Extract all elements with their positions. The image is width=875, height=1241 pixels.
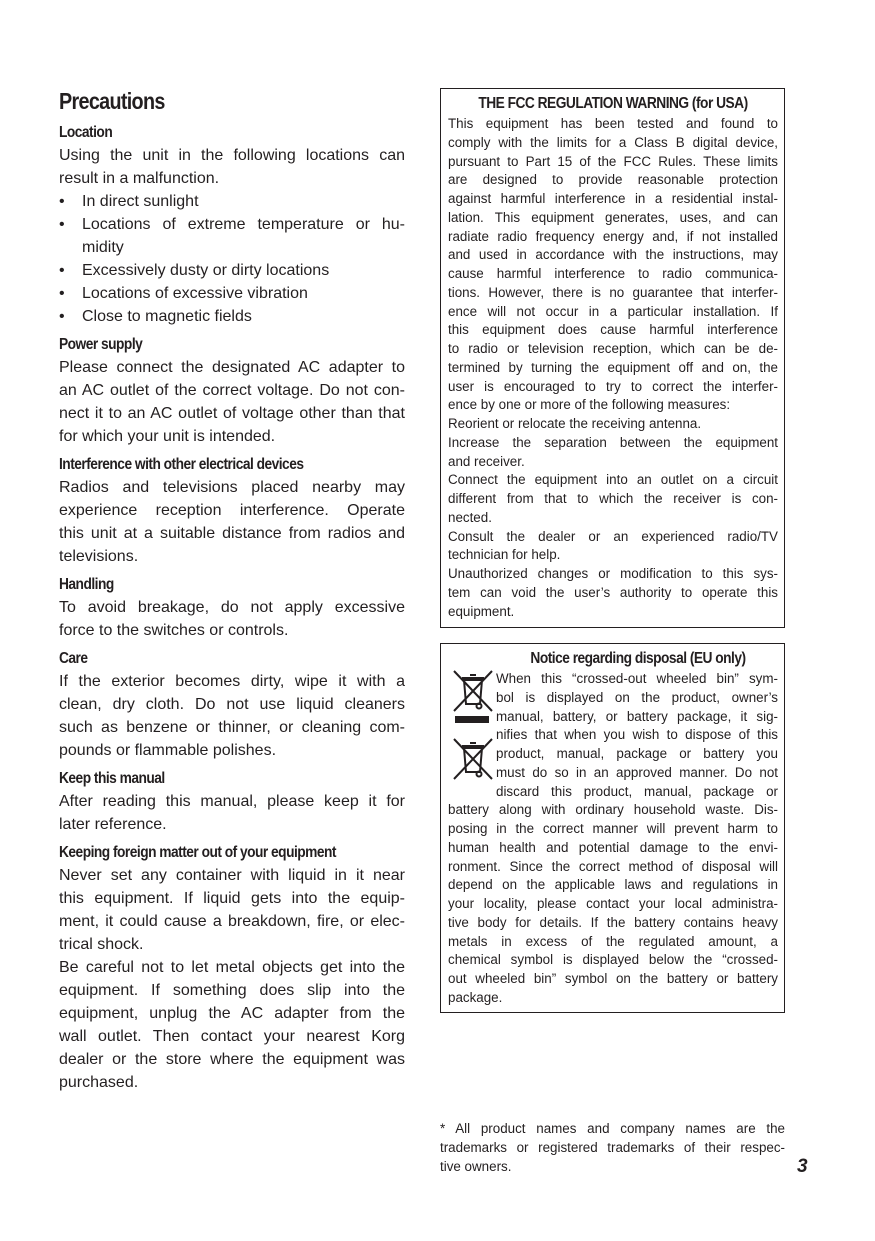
eu-title: Notice regarding disposal (EU only)	[530, 650, 746, 667]
paragraph	[448, 565, 778, 621]
text-line: user is encouraged to try to correct the interfer-	[448, 378, 778, 394]
section-heading: Location	[59, 124, 113, 141]
paragraph	[59, 670, 405, 762]
text-line: package.	[448, 989, 503, 1005]
paragraph	[59, 476, 405, 568]
paragraph	[59, 356, 405, 448]
text-line: for which your unit is intended.	[59, 428, 276, 445]
bullet-item	[59, 305, 405, 328]
text-line: * All product names and company names are the	[440, 1121, 785, 1136]
text-line: metals in excess of the regulated amount, a	[448, 933, 778, 949]
text-line: against harmful interference in a residential instal-	[448, 191, 778, 206]
text-line: Never set any container with liquid in it near	[59, 867, 405, 884]
fcc-warning-box	[440, 88, 785, 628]
text-line: cause harmful interference to radio communica-	[448, 266, 778, 281]
section-interference-with-other-electrical-devices	[59, 453, 405, 568]
section-heading: Handling	[59, 576, 114, 593]
paragraph	[59, 864, 405, 956]
bullet-icon: •	[59, 285, 65, 302]
section-heading: Care	[59, 650, 88, 667]
text-line: an AC outlet of the correct voltage. Do not con-	[59, 382, 405, 399]
black-bar-mark	[455, 716, 489, 723]
text-line: To avoid breakage, do not apply excessive	[59, 599, 405, 616]
text-line: pounds or flammable polishes.	[59, 742, 277, 759]
text-line: purchased.	[59, 1074, 139, 1091]
paragraph	[448, 115, 778, 415]
text-line: equipment, unplug the AC adapter from the	[59, 1005, 405, 1022]
text-line: result in a malfunction.	[59, 170, 220, 187]
text-line: this equipment does cause harmful interference	[448, 322, 778, 338]
paragraph	[59, 790, 405, 836]
text-line: chemical symbol is displayed below the “crossed-	[448, 952, 778, 968]
crossed-out-wheeled-bin-icon	[451, 668, 495, 718]
text-line: ence by one or more of the following measures:	[448, 397, 731, 413]
text-line: bol is displayed on the product, owner’s	[496, 689, 778, 705]
text-line: technician for help.	[448, 547, 561, 563]
text-line: Excessively dusty or dirty locations	[82, 262, 330, 279]
text-line: Locations of excessive vibration	[82, 285, 308, 302]
section-heading: Keep this manual	[59, 770, 165, 787]
bullet-item	[59, 282, 405, 305]
text-line: and used in accordance with the instructions, may	[448, 247, 778, 263]
text-line: human health and potential damage to the envi-	[448, 839, 778, 855]
precautions-column	[59, 86, 405, 1094]
text-line: discard this product, manual, package or	[496, 783, 778, 799]
text-line: Radios and televisions placed nearby may	[59, 479, 405, 496]
text-line: this unit at a suitable distance from radios and	[59, 525, 405, 542]
bullet-icon: •	[59, 262, 65, 279]
page-title: Precautions	[59, 88, 165, 114]
section-power-supply	[59, 333, 405, 448]
bullet-icon: •	[59, 216, 65, 233]
text-line: manual, battery, or battery package, it sig-	[496, 708, 778, 724]
section-handling	[59, 573, 405, 642]
text-line: Consult the dealer or an experienced radio/TV	[448, 528, 778, 544]
paragraph	[59, 144, 405, 190]
text-line: nect it to an AC outlet of voltage other than that	[59, 405, 405, 422]
eu-disposal-box	[440, 643, 785, 1013]
text-line: nifies that when you wish to dispose of this	[496, 727, 778, 743]
eu-body	[448, 670, 778, 1008]
text-line: dealer or the store where the equipment was	[59, 1051, 405, 1068]
text-line: termined by turning the equipment off and on, the	[448, 359, 778, 375]
text-line: different from that to which the receiver is con-	[448, 491, 778, 506]
text-line: Reorient or relocate the receiving antenna.	[448, 416, 702, 431]
text-line: tions. However, there is no guarantee that interfer-	[448, 284, 778, 300]
section-location	[59, 121, 405, 328]
text-line: Locations of extreme temperature or hu-	[82, 216, 405, 233]
section-heading: Interference with other electrical devices	[59, 456, 304, 473]
bullet-item	[59, 213, 405, 259]
paragraph	[59, 956, 405, 1094]
text-line: When this “crossed-out wheeled bin” sym-	[496, 671, 778, 686]
text-line: posing in the correct manner will prevent harm to	[448, 821, 778, 836]
precautions-sections	[59, 121, 405, 1094]
text-line: such as benzene or thinner, or cleaning com-	[59, 719, 405, 736]
fcc-body	[448, 115, 778, 621]
text-line: pursuant to Part 15 of the FCC Rules. These limits	[448, 153, 778, 169]
text-line: ronment. Since the correct method of disposal will	[448, 858, 778, 874]
text-line: If the exterior becomes dirty, wipe it with a	[59, 673, 405, 690]
text-line: tive body for details. If the battery contains heavy	[448, 914, 778, 930]
text-line: Unauthorized changes or modification to this sys-	[448, 566, 778, 581]
text-line: must do so in an approved manner. Do not	[496, 764, 778, 780]
paragraph	[448, 415, 778, 434]
text-line: to radio or television reception, which can be de-	[448, 341, 778, 356]
text-line: out wheeled bin” symbol on the battery or battery	[448, 971, 778, 986]
text-line: equipment.	[448, 603, 515, 619]
text-line: This equipment has been tested and found to	[448, 116, 778, 131]
section-heading: Power supply	[59, 336, 143, 353]
text-line: Using the unit in the following locations can	[59, 147, 405, 164]
text-line: clean, dry cloth. Do not use liquid cleaners	[59, 696, 405, 713]
text-line: experience reception interference. Operate	[59, 502, 405, 519]
bullet-item	[59, 259, 405, 282]
text-line: later reference.	[59, 816, 167, 833]
fcc-title: THE FCC REGULATION WARNING (for USA)	[478, 95, 748, 112]
text-line: tive owners.	[440, 1158, 512, 1174]
section-care	[59, 647, 405, 762]
section-keeping-foreign-matter-out-of-your-equipment	[59, 841, 405, 1094]
text-line: product, manual, package or battery you	[496, 746, 778, 761]
bullet-icon: •	[59, 193, 65, 210]
text-line: Increase the separation between the equipment	[448, 434, 778, 450]
section-heading: Keeping foreign matter out of your equipment	[59, 844, 336, 861]
text-line: force to the switches or controls.	[59, 622, 289, 639]
text-line: are designed to provide reasonable protection	[448, 172, 778, 188]
paragraph	[448, 528, 778, 566]
text-line: nected.	[448, 509, 492, 525]
text-line: midity	[82, 239, 124, 256]
text-line: ence will not occur in a particular installation. If	[448, 303, 778, 319]
text-line: trical shock.	[59, 936, 144, 953]
bullet-item	[59, 190, 405, 213]
text-line: your locality, please contact your local administra-	[448, 896, 778, 911]
text-line: After reading this manual, please keep it for	[59, 793, 405, 810]
text-line: lation. This equipment generates, uses, and can	[448, 209, 778, 225]
text-line: Please connect the designated AC adapter to	[59, 359, 405, 376]
text-line: wall outlet. Then contact your nearest Korg	[59, 1028, 405, 1045]
text-line: tem can void the user’s authority to operate this	[448, 584, 778, 600]
text-line: battery along with ordinary household waste. Dis-	[448, 802, 778, 818]
bullet-icon: •	[59, 308, 65, 325]
text-line: Be careful not to let metal objects get into the	[59, 959, 405, 976]
text-line: trademarks or registered trademarks of their respec-	[440, 1139, 785, 1155]
crossed-out-wheeled-bin-icon	[451, 736, 495, 786]
text-line: and receiver.	[448, 453, 525, 469]
paragraph	[448, 471, 778, 527]
text-line: radiate radio frequency energy and, if not installed	[448, 228, 778, 244]
text-line: comply with the limits for a Class B digital device,	[448, 134, 778, 150]
text-line: this equipment. If liquid gets into the equip-	[59, 890, 405, 907]
text-line: televisions.	[59, 548, 139, 565]
text-line: equipment. If something does slip into the	[59, 982, 405, 999]
text-line: In direct sunlight	[82, 193, 199, 210]
paragraph	[448, 434, 778, 472]
trademark-footnote	[440, 1120, 785, 1176]
section-keep-this-manual	[59, 767, 405, 836]
text-line: ment, it could cause a breakdown, fire, or elec-	[59, 913, 405, 930]
page-number: 3	[797, 1156, 808, 1177]
paragraph	[59, 596, 405, 642]
text-line: Connect the equipment into an outlet on a circuit	[448, 472, 778, 488]
text-line: depend on the applicable laws and regulations in	[448, 877, 778, 893]
text-line: Close to magnetic fields	[82, 308, 252, 325]
